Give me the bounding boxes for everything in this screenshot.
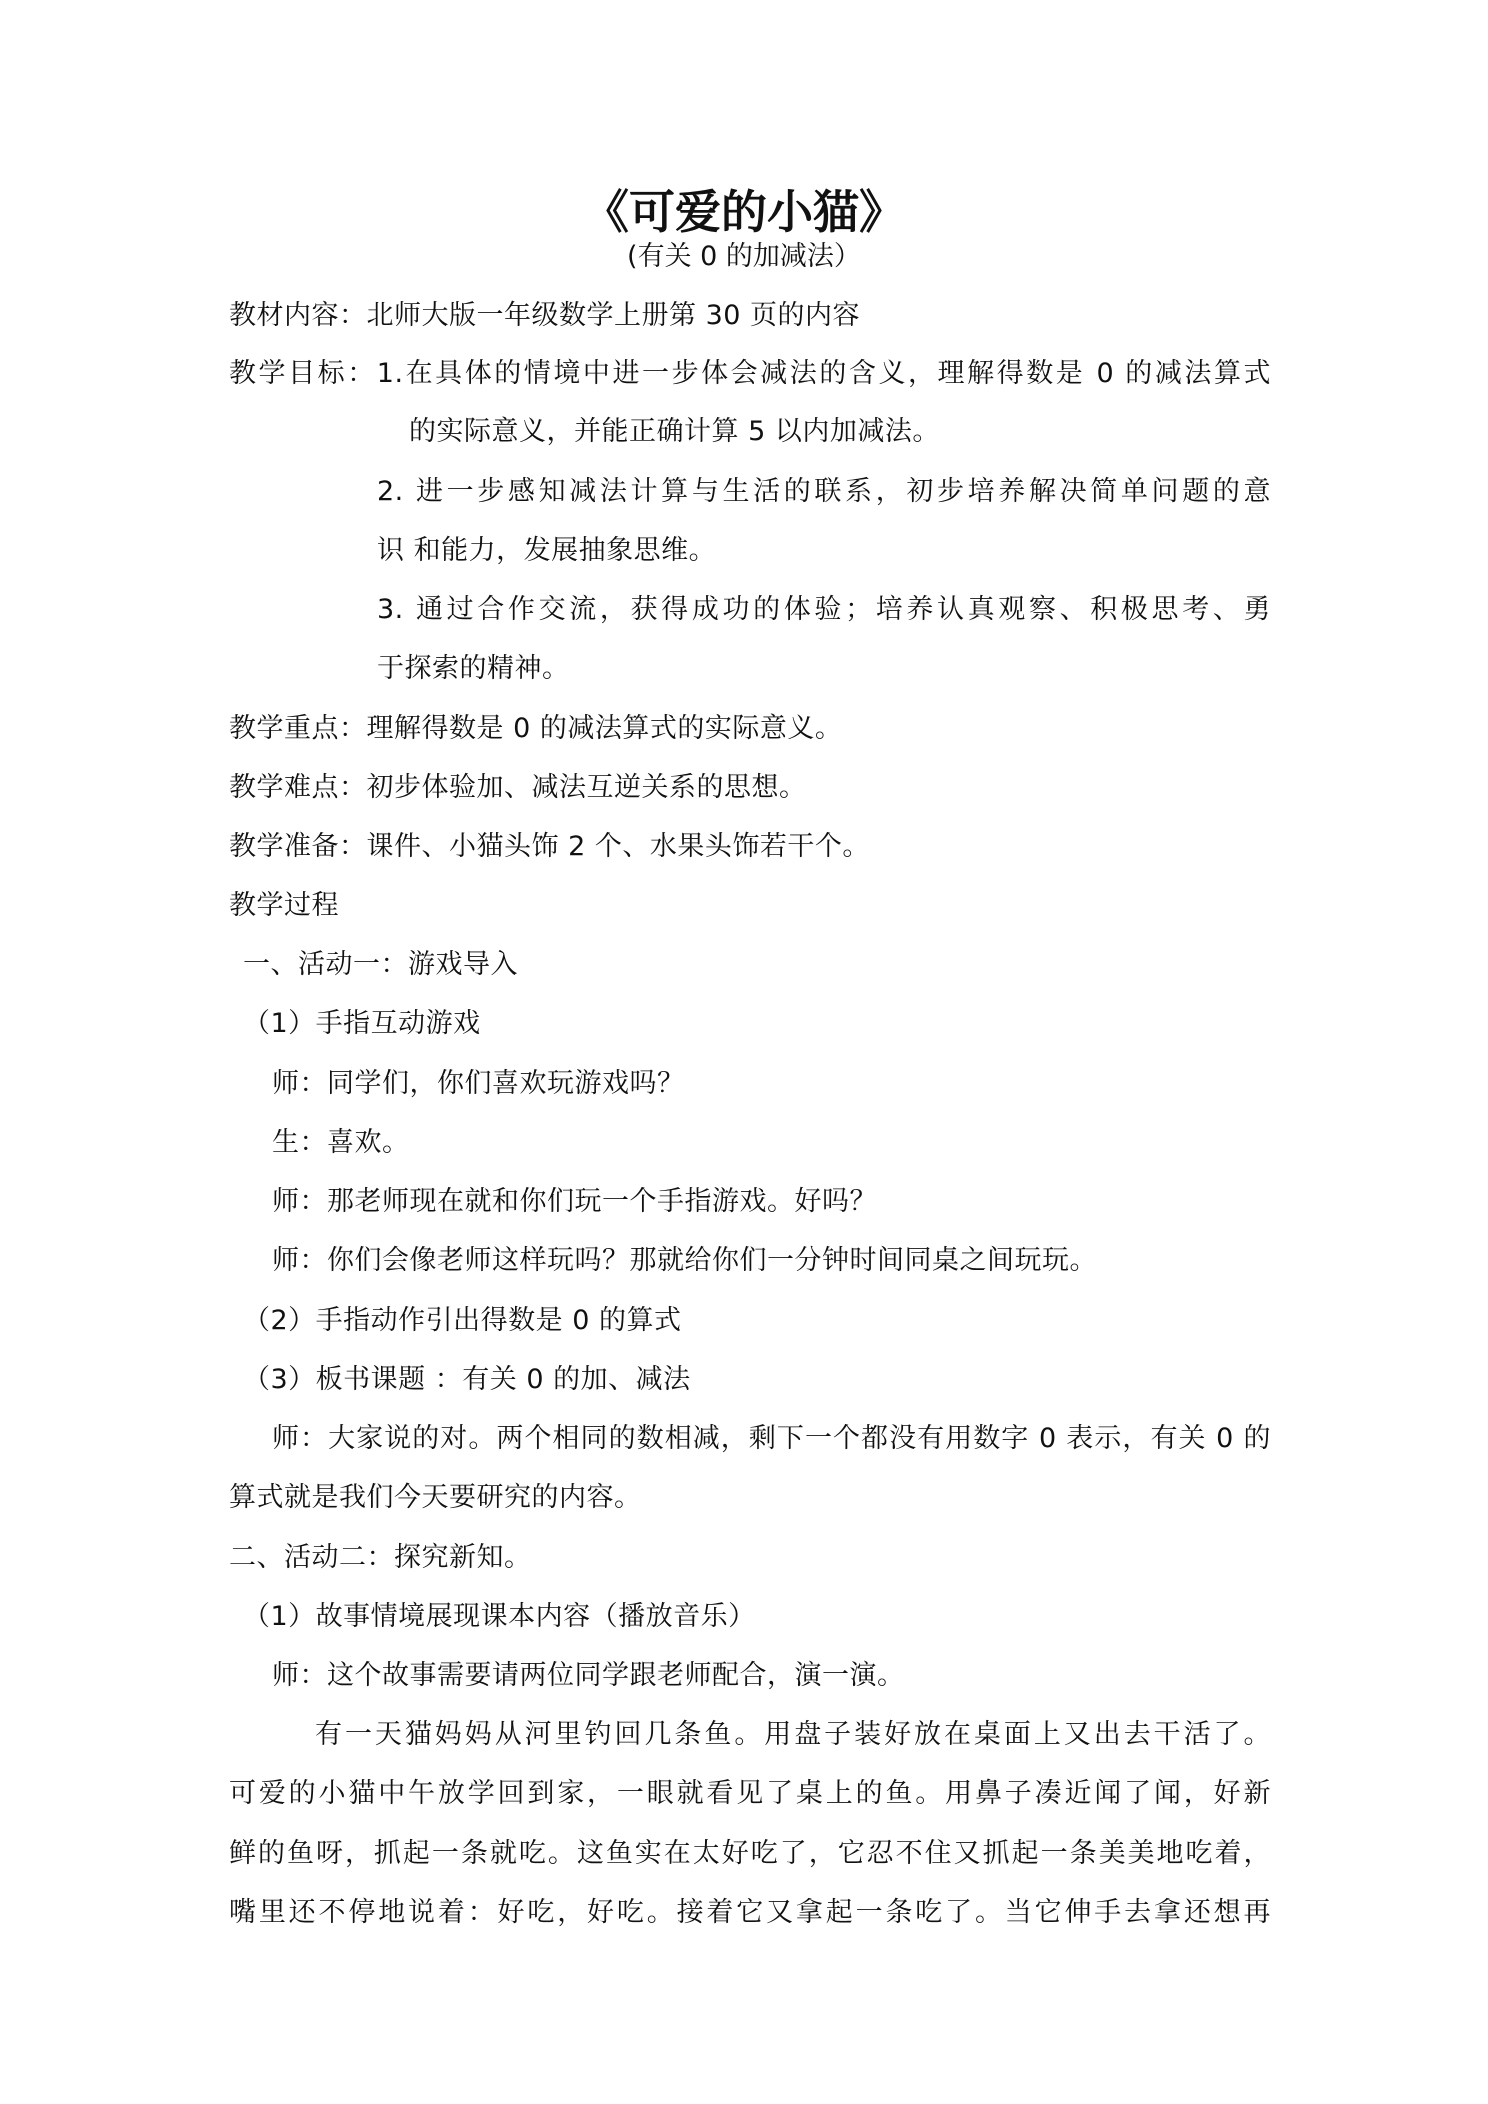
- story-paragraph-line-1: 有一天猫妈妈从河里钓回几条鱼。用盘子装好放在桌面上又出去干活了。: [315, 1719, 1271, 1750]
- objective-1-line-1: 教学目标：1.在具体的情境中进一步体会减法的含义，理解得数是 0 的减法算式: [229, 358, 1271, 389]
- difficulty-line: 教学难点：初步体验加、减法互逆关系的思想。: [229, 772, 807, 803]
- dialogue-line: 师：同学们，你们喜欢玩游戏吗？: [272, 1068, 685, 1099]
- dialogue-line: 师：这个故事需要请两位同学跟老师配合，演一演。: [272, 1660, 905, 1691]
- story-paragraph-line-2: 可爱的小猫中午放学回到家，一眼就看见了桌上的鱼。用鼻子凑近闻了闻，好新: [229, 1778, 1271, 1809]
- document-title: 《可爱的小猫》: [583, 185, 905, 239]
- dialogue-line: 生：喜欢。: [272, 1127, 410, 1158]
- story-paragraph-line-3: 鲜的鱼呀，抓起一条就吃。这鱼实在太好吃了，它忍不住又抓起一条美美地吃着，: [229, 1838, 1271, 1869]
- objective-2-line-1: 2. 进一步感知减法计算与生活的联系，初步培养解决简单问题的意: [377, 476, 1271, 507]
- teacher-summary-line-1: 师：大家说的对。两个相同的数相减，剩下一个都没有用数字 0 表示，有关 0 的: [272, 1423, 1271, 1454]
- objective-2-line-2: 识 和能力，发展抽象思维。: [377, 535, 717, 566]
- teacher-summary-line-2: 算式就是我们今天要研究的内容。: [229, 1482, 642, 1513]
- step-1-heading: （1）手指互动游戏: [243, 1008, 481, 1039]
- key-point-line: 教学重点：理解得数是 0 的减法算式的实际意义。: [229, 713, 843, 744]
- materials-line: 教材内容：北师大版一年级数学上册第 30 页的内容: [229, 300, 861, 331]
- activity-1-heading: 一、活动一：游戏导入: [243, 949, 518, 980]
- document-subtitle: (有关 0 的加减法）: [627, 241, 861, 272]
- activity-2-heading: 二、活动二：探究新知。: [229, 1542, 532, 1573]
- dialogue-line: 师：那老师现在就和你们玩一个手指游戏。好吗？: [272, 1186, 877, 1217]
- objective-1-line-2: 的实际意义，并能正确计算 5 以内加减法。: [409, 416, 940, 447]
- story-step-heading: （1）故事情境展现课本内容（播放音乐）: [243, 1601, 756, 1632]
- preparation-line: 教学准备：课件、小猫头饰 2 个、水果头饰若干个。: [229, 831, 870, 862]
- objective-3-line-1: 3. 通过合作交流，获得成功的体验；培养认真观察、积极思考、勇: [377, 594, 1271, 625]
- objective-3-line-2: 于探索的精神。: [377, 653, 570, 684]
- step-3-heading: （3）板书课题 ：有关 0 的加、减法: [243, 1364, 691, 1395]
- story-paragraph-line-4: 嘴里还不停地说着：好吃，好吃。接着它又拿起一条吃了。当它伸手去拿还想再: [229, 1897, 1271, 1928]
- process-heading: 教学过程: [229, 890, 339, 921]
- dialogue-line: 师：你们会像老师这样玩吗？那就给你们一分钟时间同桌之间玩玩。: [272, 1245, 1097, 1276]
- step-2-heading: （2）手指动作引出得数是 0 的算式: [243, 1305, 682, 1336]
